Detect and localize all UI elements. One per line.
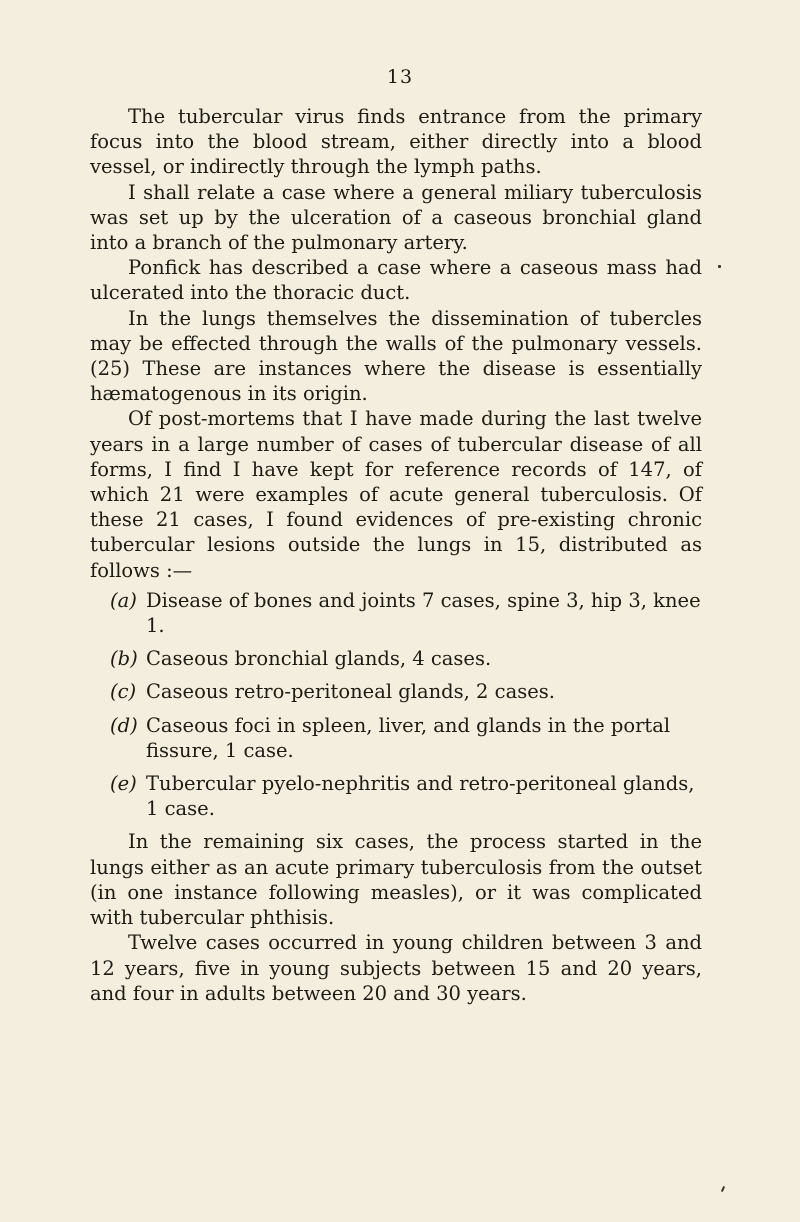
list-item bbox=[90, 679, 702, 704]
list-item bbox=[90, 771, 702, 821]
paragraph-primary-focus: The tubercular virus finds entrance from the primary focus into the blood stream, either directly into a blood vessel, or indirectly through the lymph paths. bbox=[90, 105, 702, 179]
list-item-label: (d) bbox=[110, 713, 138, 737]
paragraph-lungs-dissemination: In the lungs themselves the dissemination of tubercles may be effected through the walls of the pulmonary vessels. (25) These are instances where the disease is essentially hæmatogenous in its origin. bbox=[90, 306, 702, 406]
list-item bbox=[90, 646, 702, 671]
list-item bbox=[90, 713, 702, 763]
list-item-label: (e) bbox=[110, 772, 137, 796]
list-item bbox=[90, 588, 702, 638]
list-item-text: Disease of bones and joints 7 cases, spine 3, hip 3, knee 1. bbox=[146, 588, 701, 638]
body-text bbox=[90, 104, 702, 1006]
list-item-text: Caseous retro-peritoneal glands, 2 cases. bbox=[146, 680, 555, 704]
scan-speck bbox=[718, 265, 721, 268]
paragraph-miliary-case: I shall relate a case where a general miliary tuberculosis was set up by the ulceration of a caseous bronchial gland into a branch of the pulmonary artery. bbox=[90, 180, 702, 255]
list-item-text: Caseous bronchial glands, 4 cases. bbox=[146, 647, 492, 671]
paragraph-post-mortems: Of post-mortems that I have made during the last twelve years in a large number of cases of tubercular disease of all forms, I find I have kept for reference records of 147, of which 21 were examples of acute general tuberculosis. Of these 21 cases, I found evidences of pre-existing chronic tubercular lesions outside the lungs in 15, distributed as follows :— bbox=[90, 407, 702, 582]
scan-speck bbox=[721, 1186, 725, 1192]
paragraph-age-distribution: Twelve cases occurred in young children between 3 and 12 years, five in young subjects between 15 and 20 years, and four in adults between 20 and 30 years. bbox=[90, 931, 702, 1005]
list-item-label: (c) bbox=[110, 680, 137, 704]
list-item-label: (a) bbox=[110, 588, 137, 612]
lesion-list bbox=[90, 588, 702, 822]
paragraph-ponfick: Ponfick has described a case where a caseous mass had ulcerated into the thoracic duct. bbox=[90, 256, 702, 305]
paragraph-remaining-cases: In the remaining six cases, the process started in the lungs either as an acute primary tuberculosis from the outset (in one instance following measles), or it was complicated with tubercular phthisis. bbox=[90, 830, 702, 930]
list-item-text: Tubercular pyelo-nephritis and retro-peritoneal glands, 1 case. bbox=[146, 772, 695, 821]
list-item-label: (b) bbox=[110, 647, 138, 671]
page-number: 13 bbox=[386, 66, 414, 88]
list-item-text: Caseous foci in spleen, liver, and glands in the portal fissure, 1 case. bbox=[146, 713, 671, 762]
